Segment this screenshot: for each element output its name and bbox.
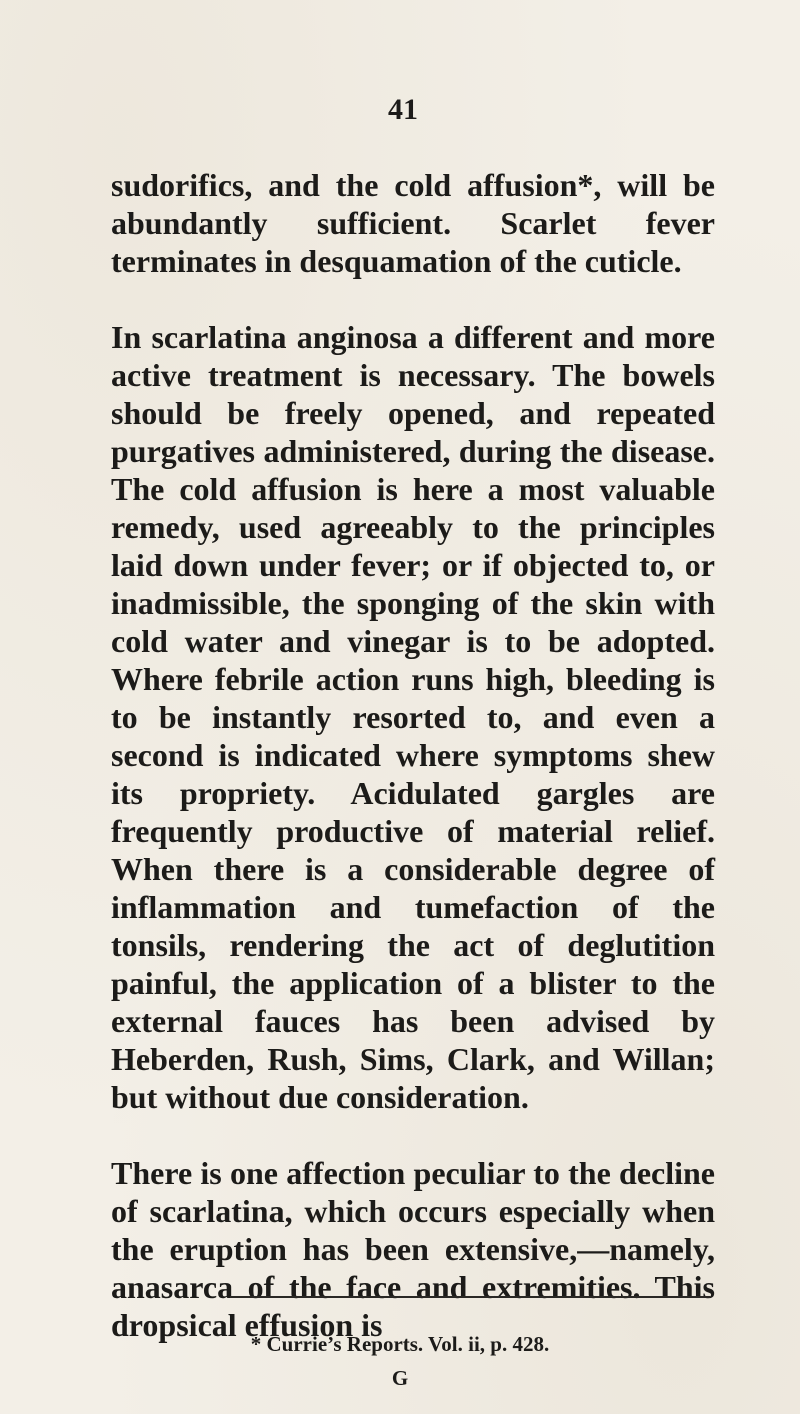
paragraph-2: In scarlatina anginosa a different and more active treatment is necessary. The bowels should be freely opened, and repeated purgatives administered, during the disease. The cold affusion is here a most valuable remedy, used agreeably to the principles laid down under fever; or if objected to, or inadmissible, the sponging of the skin with cold water and vinegar is to be adopted. Where febrile action runs high, bleeding is to be instantly resorted to, and even a second is indicated where symptoms shew its propriety. Acidulated gargles are frequently productive of material relief. When there is a considerable degree of inflammation and tumefaction of the tonsils, rendering the act of deglutition painful, the application of a blister to the external fauces has been advised by Heberden, Rush, Sims, Clark, and Willan; but without due consideration. — [111, 319, 715, 1115]
page-number: 41 — [388, 93, 418, 126]
footnote: * Currie’s Reports. Vol. ii, p. 428. — [250, 1332, 550, 1356]
paragraph-1: sudorifics, and the cold affusion*, will be abundantly sufficient. Scarlet fever terminates in desquamation of the cuticle. — [111, 167, 715, 279]
signature-mark: G — [391, 1366, 409, 1390]
footnote-rule — [230, 1296, 710, 1298]
body-text — [111, 166, 715, 1344]
paragraph-3: There is one affection peculiar to the decline of scarlatina, which occurs especially when the eruption has been extensive,—namely, anasarca of the face and extremities. This dropsical effusion is — [111, 1155, 715, 1343]
